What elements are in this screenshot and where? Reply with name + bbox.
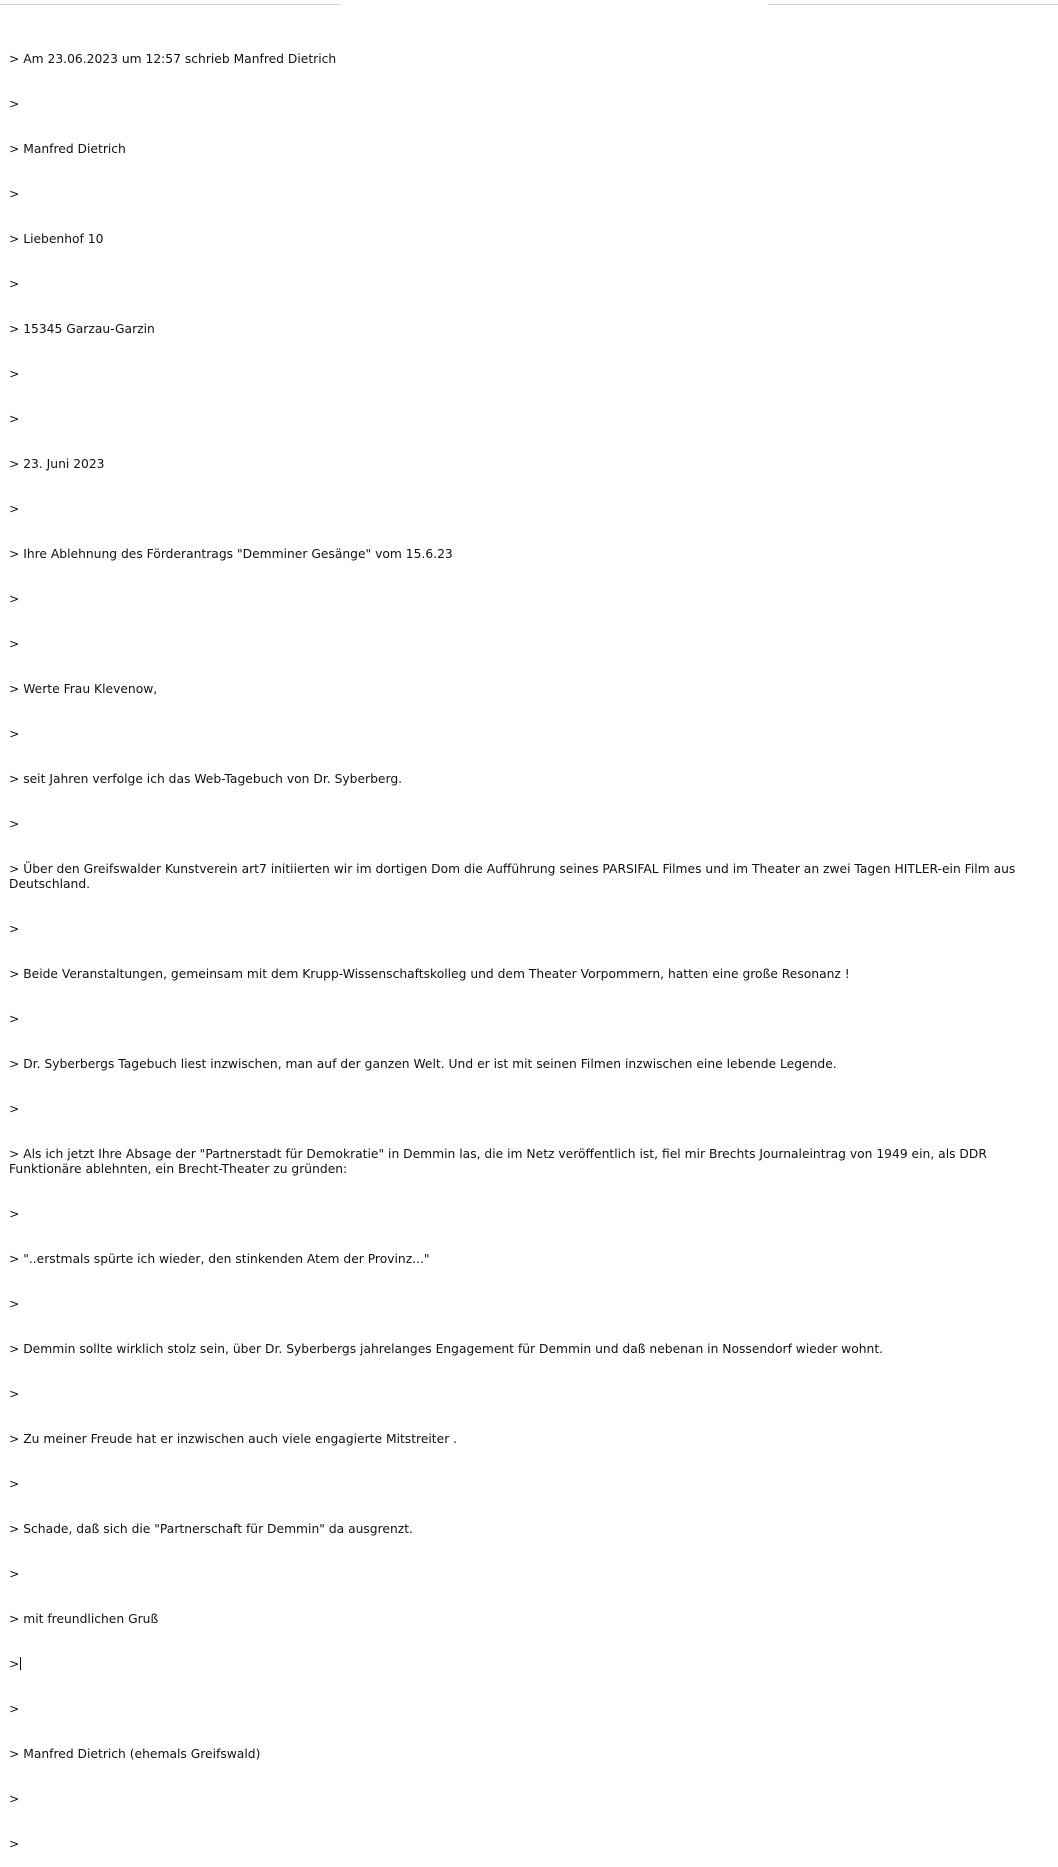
quote-line: > "..erstmals spürte ich wieder, den stinkenden Atem der Provinz..." bbox=[9, 1252, 430, 1266]
quote-line: > bbox=[9, 277, 20, 291]
quote-line-text: > bbox=[9, 1657, 20, 1671]
quote-line: > bbox=[9, 1792, 20, 1806]
quote-line: > Demmin sollte wirklich stolz sein, über Dr. Syberbergs jahrelanges Engagement für Demmin und daß nebenan in Nossendorf wieder wohnt. bbox=[9, 1342, 884, 1356]
quote-line: > bbox=[9, 1477, 20, 1491]
top-divider-right bbox=[768, 4, 1058, 5]
quote-line: > bbox=[9, 592, 20, 606]
top-divider-left bbox=[0, 4, 340, 5]
quote-line: > bbox=[9, 1012, 20, 1026]
quote-line: > Am 23.06.2023 um 12:57 schrieb Manfred Dietrich bbox=[9, 52, 337, 66]
quote-line: > bbox=[9, 1567, 20, 1581]
quote-line: > bbox=[9, 97, 20, 111]
quote-line: > bbox=[9, 187, 20, 201]
quote-line: > bbox=[9, 1702, 20, 1716]
quote-line: > bbox=[9, 1387, 20, 1401]
quote-line: > Schade, daß sich die "Partnerschaft für Demmin" da ausgrenzt. bbox=[9, 1522, 413, 1536]
quote-line: > 15345 Garzau-Garzin bbox=[9, 322, 155, 336]
quote-line: > bbox=[9, 817, 20, 831]
quote-line: > mit freundlichen Gruß bbox=[9, 1612, 159, 1626]
quote-line: > Liebenhof 10 bbox=[9, 232, 104, 246]
quote-line: > Werte Frau Klevenow, bbox=[9, 682, 158, 696]
quote-line: > Manfred Dietrich bbox=[9, 142, 126, 156]
quote-line: > bbox=[9, 1837, 20, 1851]
text-cursor bbox=[20, 1657, 21, 1670]
quote-line: > bbox=[9, 922, 20, 936]
quote-line: > bbox=[9, 1102, 20, 1116]
quoted-email-text[interactable] bbox=[9, 22, 1049, 1867]
quote-line: > bbox=[9, 367, 20, 381]
quote-line: > Über den Greifswalder Kunstverein art7 initiierten wir im dortigen Dom die Aufführung seines PARSIFAL Filmes und im Theater an zwei Tagen HITLER-ein Film aus Deutschland. bbox=[9, 862, 1020, 891]
quote-line: > Zu meiner Freude hat er inzwischen auch viele engagierte Mitstreiter . bbox=[9, 1432, 458, 1446]
quote-line: > bbox=[9, 1297, 20, 1311]
quote-line-with-caret[interactable] bbox=[9, 1657, 1049, 1672]
quote-line: > Als ich jetzt Ihre Absage der "Partnerstadt für Demokratie" in Demmin las, die im Netz veröffentlich ist, fiel mir Brechts Journaleintrag von 1949 ein, als DDR Funktionäre ablehnten, ein Brecht-Theater zu gründen: bbox=[9, 1147, 991, 1176]
quote-line: > bbox=[9, 502, 20, 516]
quote-line: > 23. Juni 2023 bbox=[9, 457, 105, 471]
quote-line: > Dr. Syberbergs Tagebuch liest inzwischen, man auf der ganzen Welt. Und er ist mit seinen Filmen inzwischen eine lebende Legende. bbox=[9, 1057, 837, 1071]
quote-line: > bbox=[9, 727, 20, 741]
quote-line: > Ihre Ablehnung des Förderantrags "Demminer Gesänge" vom 15.6.23 bbox=[9, 547, 453, 561]
quote-line: > bbox=[9, 1207, 20, 1221]
quote-line: > Beide Veranstaltungen, gemeinsam mit dem Krupp-Wissenschaftskolleg und dem Theater Vorpommern, hatten eine große Resonanz ! bbox=[9, 967, 850, 981]
quote-line: > Manfred Dietrich (ehemals Greifswald) bbox=[9, 1747, 261, 1761]
quote-line: > seit Jahren verfolge ich das Web-Tagebuch von Dr. Syberberg. bbox=[9, 772, 403, 786]
quote-line: > bbox=[9, 412, 20, 426]
quote-line: > bbox=[9, 637, 20, 651]
